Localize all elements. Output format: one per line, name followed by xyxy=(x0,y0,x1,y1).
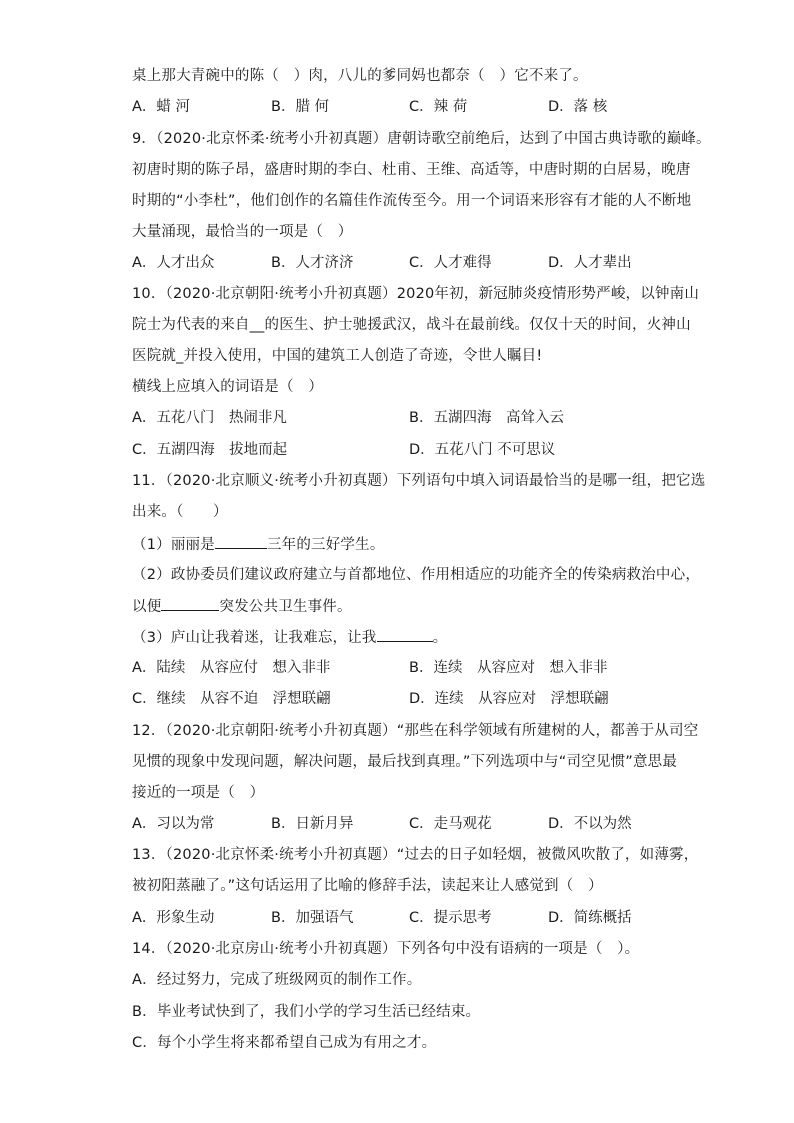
q8-option-a: A．蜡 河 xyxy=(132,99,191,115)
q11-blank-1 xyxy=(215,534,267,549)
q11-sentence-3 xyxy=(132,627,447,648)
q13-option-c: C．提示思考 xyxy=(409,910,492,926)
q11-line-2: 出来。（ ） xyxy=(132,504,228,520)
q11-sentence-2-line-1: （2）政协委员们建议政府建立与首都地位、作用相适应的功能齐全的传染病救治中心， xyxy=(132,567,701,583)
q10-option-a: A．五花八门 热闹非凡 xyxy=(132,410,287,426)
q8-option-b: B．腊 何 xyxy=(271,99,330,115)
q10-option-d: D．五花八门 不可思议 xyxy=(409,442,556,458)
q13-option-b: B．加强语气 xyxy=(271,910,354,926)
q12-line-1: 12．（2020·北京朝阳·统考小升初真题）“那些在科学领域有所建树的人，都善于从司空 xyxy=(132,723,699,739)
q11-option-a: A．陆续 从容应付 想入非非 xyxy=(132,660,331,676)
q11-option-d: D．连续 从容应对 浮想联翩 xyxy=(409,691,609,707)
q10-line-1: 10．（2020·北京朝阳·统考小升初真题）2020年初，新冠肺炎疫情形势严峻，以钟南山 xyxy=(132,286,700,302)
q9-option-a: A．人才出众 xyxy=(132,255,215,271)
q11-sentence-1-start: （1）丽丽是 xyxy=(132,537,215,553)
q14-option-b: B．毕业考试快到了，我们小学的学习生活已经结束。 xyxy=(132,1004,481,1020)
q13-option-a: A．形象生动 xyxy=(132,910,215,926)
q11-sentence-1 xyxy=(132,534,385,555)
q10-option-b: B．五湖四海 高耸入云 xyxy=(409,410,564,426)
q11-blank-2 xyxy=(161,596,219,611)
q11-sentence-3-start: （3）庐山让我着迷，让我难忘，让我 xyxy=(132,630,377,646)
q8-option-c: C．辣 荷 xyxy=(409,99,468,115)
q12-option-a: A．习以为常 xyxy=(132,816,215,832)
q11-sentence-1-end: 三年的三好学生。 xyxy=(266,537,385,553)
q11-sentence-2-end: 突发公共卫生事件。 xyxy=(219,599,352,615)
q14-line-1: 14．（2020·北京房山·统考小升初真题）下列各句中没有语病的一项是（ ）。 xyxy=(132,941,640,957)
q12-option-c: C．走马观花 xyxy=(409,816,492,832)
q13-line-2: 被初阳蒸融了。”这句话运用了比喻的修辞手法，读起来让人感觉到（ ） xyxy=(132,878,603,894)
q11-sentence-2-start: 以便 xyxy=(132,599,162,615)
q11-sentence-2-line-2 xyxy=(132,596,352,617)
q9-option-b: B．人才济济 xyxy=(271,255,354,271)
q12-line-3: 接近的一项是（ ） xyxy=(132,785,265,801)
q13-option-d: D．简练概括 xyxy=(548,910,632,926)
q10-line-4: 横线上应填入的词语是（ ） xyxy=(132,379,324,395)
q10-line-2: 院士为代表的来自__的医生、护士驰援武汉，战斗在最前线。仅仅十天的时间，火神山 xyxy=(132,317,691,333)
q9-option-d: D．人才辈出 xyxy=(548,255,632,271)
q12-option-d: D．不以为然 xyxy=(548,816,632,832)
q11-option-c: C．继续 从容不迫 浮想联翩 xyxy=(132,691,331,707)
q13-line-1: 13．（2020·北京怀柔·统考小升初真题）“过去的日子如轻烟，被微风吹散了，如薄雾， xyxy=(132,847,699,863)
q11-option-b: B．连续 从容应对 想入非非 xyxy=(409,660,608,676)
q11-line-1: 11．（2020·北京顺义·统考小升初真题）下列语句中填入词语最恰当的是哪一组，把它选 xyxy=(132,473,706,489)
q9-line-4: 大量涌现，最恰当的一项是（ ） xyxy=(132,224,353,240)
q12-option-b: B．日新月异 xyxy=(271,816,354,832)
q9-line-3: 时期的“小李杜”，他们创作的名篇佳作流传至今。用一个词语来形容有才能的人不断地 xyxy=(132,193,692,209)
q12-line-2: 见惯的现象中发现问题，解决问题，最后找到真理。”下列选项中与“司空见惯”意思最 xyxy=(132,754,678,770)
q10-option-c: C．五湖四海 拔地而起 xyxy=(132,442,288,458)
q8-stem: 桌上那大青碗中的陈（ ）肉，八儿的爹同妈也都奈（ ）它不来了。 xyxy=(132,68,588,84)
q9-option-c: C．人才难得 xyxy=(409,255,492,271)
q11-blank-3 xyxy=(377,627,433,642)
q10-line-3: 医院就_并投入使用，中国的建筑工人创造了奇迹，令世人瞩目! xyxy=(132,348,543,364)
q9-line-1: 9．（2020·北京怀柔·统考小升初真题）唐朝诗歌空前绝后，达到了中国古典诗歌的巅峰。 xyxy=(132,131,711,147)
q14-option-a: A．经过努力，完成了班级网页的制作工作。 xyxy=(132,972,422,988)
q14-option-c: C．每个小学生将来都希望自己成为有用之才。 xyxy=(132,1035,437,1051)
q8-option-d: D．落 核 xyxy=(548,99,608,115)
q11-sentence-3-end: 。 xyxy=(432,630,448,646)
q9-line-2: 初唐时期的陈子昂，盛唐时期的李白、杜甫、王维、高适等，中唐时期的白居易，晚唐 xyxy=(132,162,691,178)
